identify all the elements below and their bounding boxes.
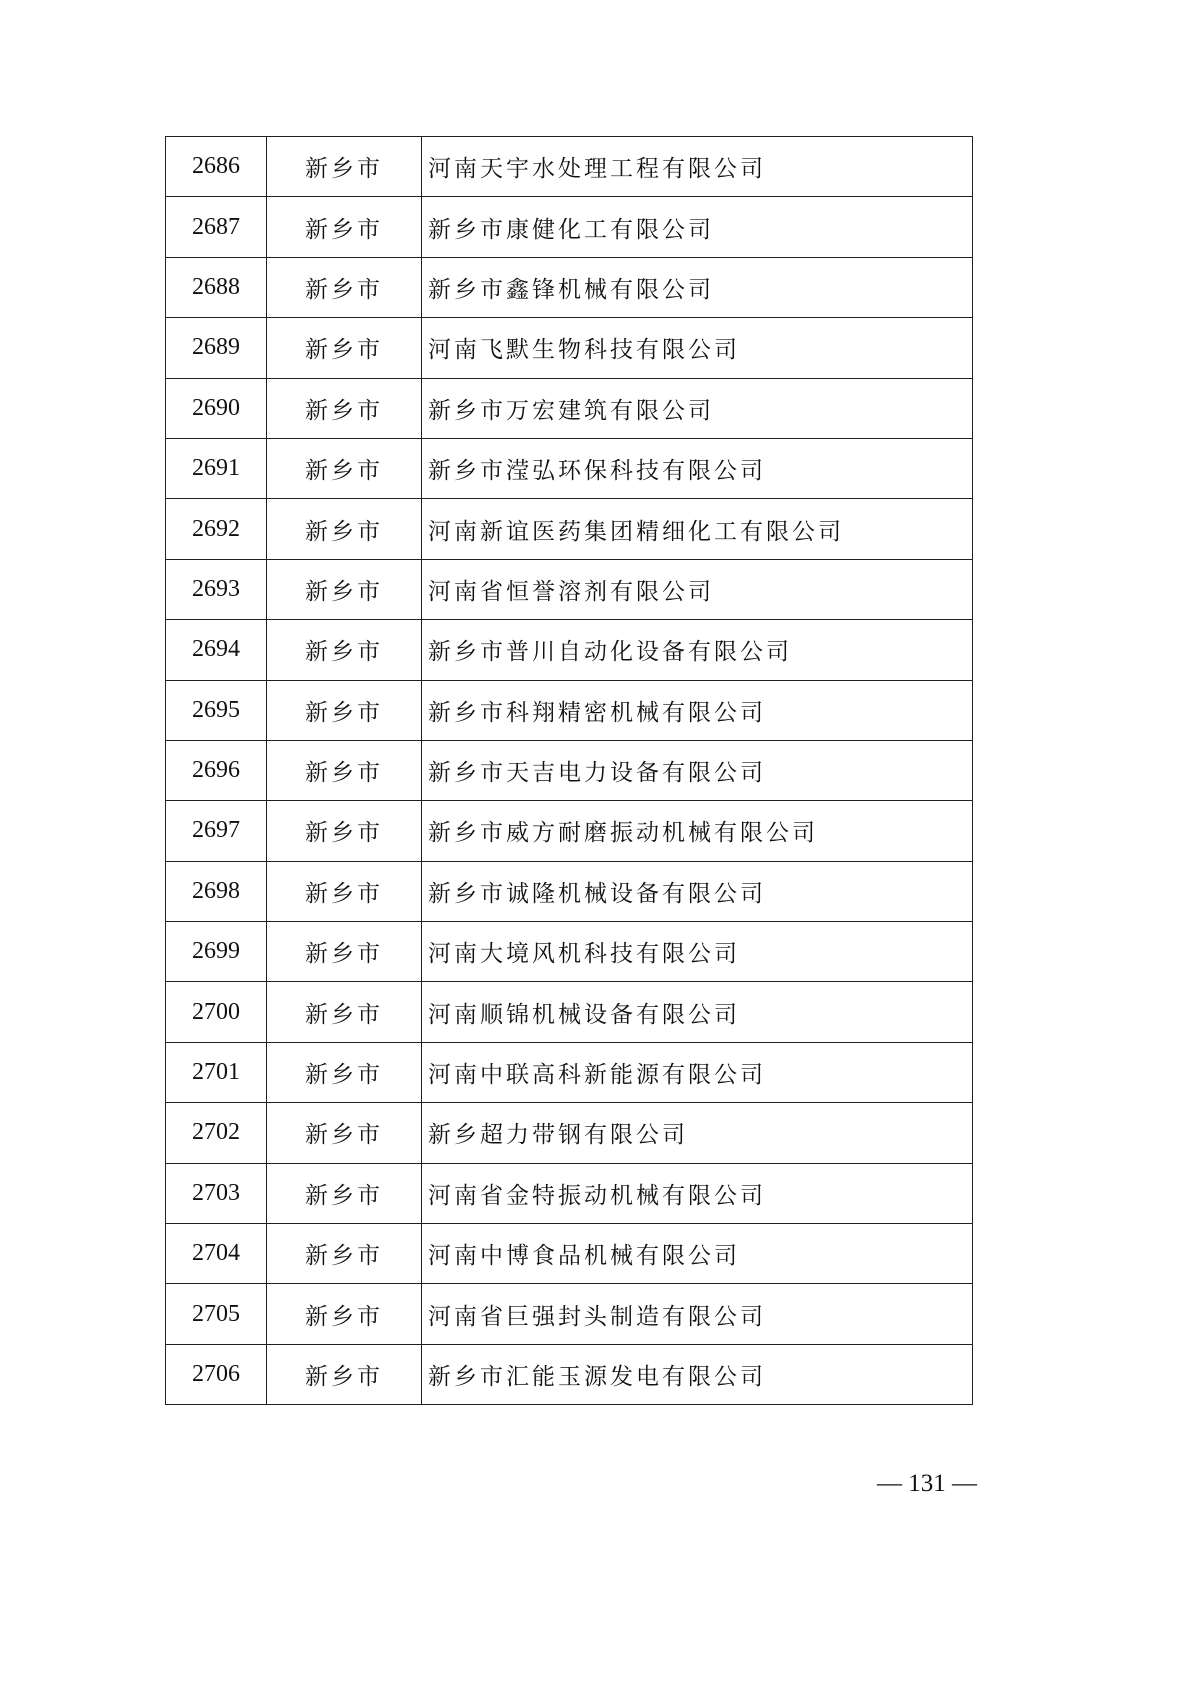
table-row <box>166 801 973 861</box>
row-company-name: 新乡市万宏建筑有限公司 <box>422 378 973 438</box>
row-city: 新乡市 <box>267 1042 422 1102</box>
row-city: 新乡市 <box>267 1224 422 1284</box>
row-company-name: 河南中博食品机械有限公司 <box>422 1224 973 1284</box>
row-number: 2688 <box>166 257 267 317</box>
row-company-name: 河南天宇水处理工程有限公司 <box>422 137 973 197</box>
row-city: 新乡市 <box>267 740 422 800</box>
row-company-name: 新乡超力带钢有限公司 <box>422 1103 973 1163</box>
row-company-name: 新乡市康健化工有限公司 <box>422 197 973 257</box>
table-row <box>166 137 973 197</box>
row-city: 新乡市 <box>267 197 422 257</box>
row-number: 2700 <box>166 982 267 1042</box>
table-row <box>166 499 973 559</box>
row-city: 新乡市 <box>267 1344 422 1404</box>
row-company-name: 河南省恒誉溶剂有限公司 <box>422 559 973 619</box>
row-city: 新乡市 <box>267 620 422 680</box>
table-row <box>166 740 973 800</box>
row-city: 新乡市 <box>267 1163 422 1223</box>
row-number: 2697 <box>166 801 267 861</box>
row-number: 2690 <box>166 378 267 438</box>
table-row <box>166 922 973 982</box>
row-number: 2702 <box>166 1103 267 1163</box>
row-company-name: 新乡市科翔精密机械有限公司 <box>422 680 973 740</box>
row-city: 新乡市 <box>267 680 422 740</box>
table-row <box>166 680 973 740</box>
row-number: 2695 <box>166 680 267 740</box>
row-number: 2693 <box>166 559 267 619</box>
row-city: 新乡市 <box>267 861 422 921</box>
row-city: 新乡市 <box>267 801 422 861</box>
row-city: 新乡市 <box>267 438 422 498</box>
row-city: 新乡市 <box>267 137 422 197</box>
row-company-name: 新乡市威方耐磨振动机械有限公司 <box>422 801 973 861</box>
table-row <box>166 378 973 438</box>
row-number: 2706 <box>166 1344 267 1404</box>
row-number: 2694 <box>166 620 267 680</box>
row-company-name: 新乡市鑫锋机械有限公司 <box>422 257 973 317</box>
page-number: — 131 — <box>877 1470 977 1497</box>
table-row <box>166 438 973 498</box>
row-company-name: 新乡市天吉电力设备有限公司 <box>422 740 973 800</box>
row-number: 2689 <box>166 318 267 378</box>
table-row <box>166 318 973 378</box>
row-number: 2701 <box>166 1042 267 1102</box>
row-number: 2696 <box>166 740 267 800</box>
row-number: 2691 <box>166 438 267 498</box>
row-number: 2698 <box>166 861 267 921</box>
row-city: 新乡市 <box>267 318 422 378</box>
row-number: 2686 <box>166 137 267 197</box>
row-number: 2699 <box>166 922 267 982</box>
row-city: 新乡市 <box>267 257 422 317</box>
row-city: 新乡市 <box>267 982 422 1042</box>
row-number: 2703 <box>166 1163 267 1223</box>
row-city: 新乡市 <box>267 1284 422 1344</box>
table-row <box>166 1224 973 1284</box>
table-row <box>166 1042 973 1102</box>
row-company-name: 河南省巨强封头制造有限公司 <box>422 1284 973 1344</box>
row-city: 新乡市 <box>267 499 422 559</box>
company-list-table <box>165 136 973 1405</box>
table-row <box>166 1284 973 1344</box>
table-row <box>166 1163 973 1223</box>
row-city: 新乡市 <box>267 378 422 438</box>
row-city: 新乡市 <box>267 1103 422 1163</box>
row-company-name: 河南中联高科新能源有限公司 <box>422 1042 973 1102</box>
row-number: 2692 <box>166 499 267 559</box>
row-company-name: 河南省金特振动机械有限公司 <box>422 1163 973 1223</box>
row-number: 2704 <box>166 1224 267 1284</box>
table-row <box>166 197 973 257</box>
table-body <box>166 137 973 1405</box>
table-row <box>166 559 973 619</box>
row-company-name: 河南大境风机科技有限公司 <box>422 922 973 982</box>
table-row <box>166 1103 973 1163</box>
row-company-name: 新乡市滢弘环保科技有限公司 <box>422 438 973 498</box>
table-row <box>166 982 973 1042</box>
row-company-name: 新乡市汇能玉源发电有限公司 <box>422 1344 973 1404</box>
row-company-name: 新乡市诚隆机械设备有限公司 <box>422 861 973 921</box>
row-company-name: 河南顺锦机械设备有限公司 <box>422 982 973 1042</box>
row-company-name: 河南飞默生物科技有限公司 <box>422 318 973 378</box>
table-row <box>166 257 973 317</box>
table-row <box>166 620 973 680</box>
row-city: 新乡市 <box>267 559 422 619</box>
row-company-name: 河南新谊医药集团精细化工有限公司 <box>422 499 973 559</box>
row-company-name: 新乡市普川自动化设备有限公司 <box>422 620 973 680</box>
row-city: 新乡市 <box>267 922 422 982</box>
row-number: 2705 <box>166 1284 267 1344</box>
table-row <box>166 861 973 921</box>
row-number: 2687 <box>166 197 267 257</box>
table-row <box>166 1344 973 1404</box>
